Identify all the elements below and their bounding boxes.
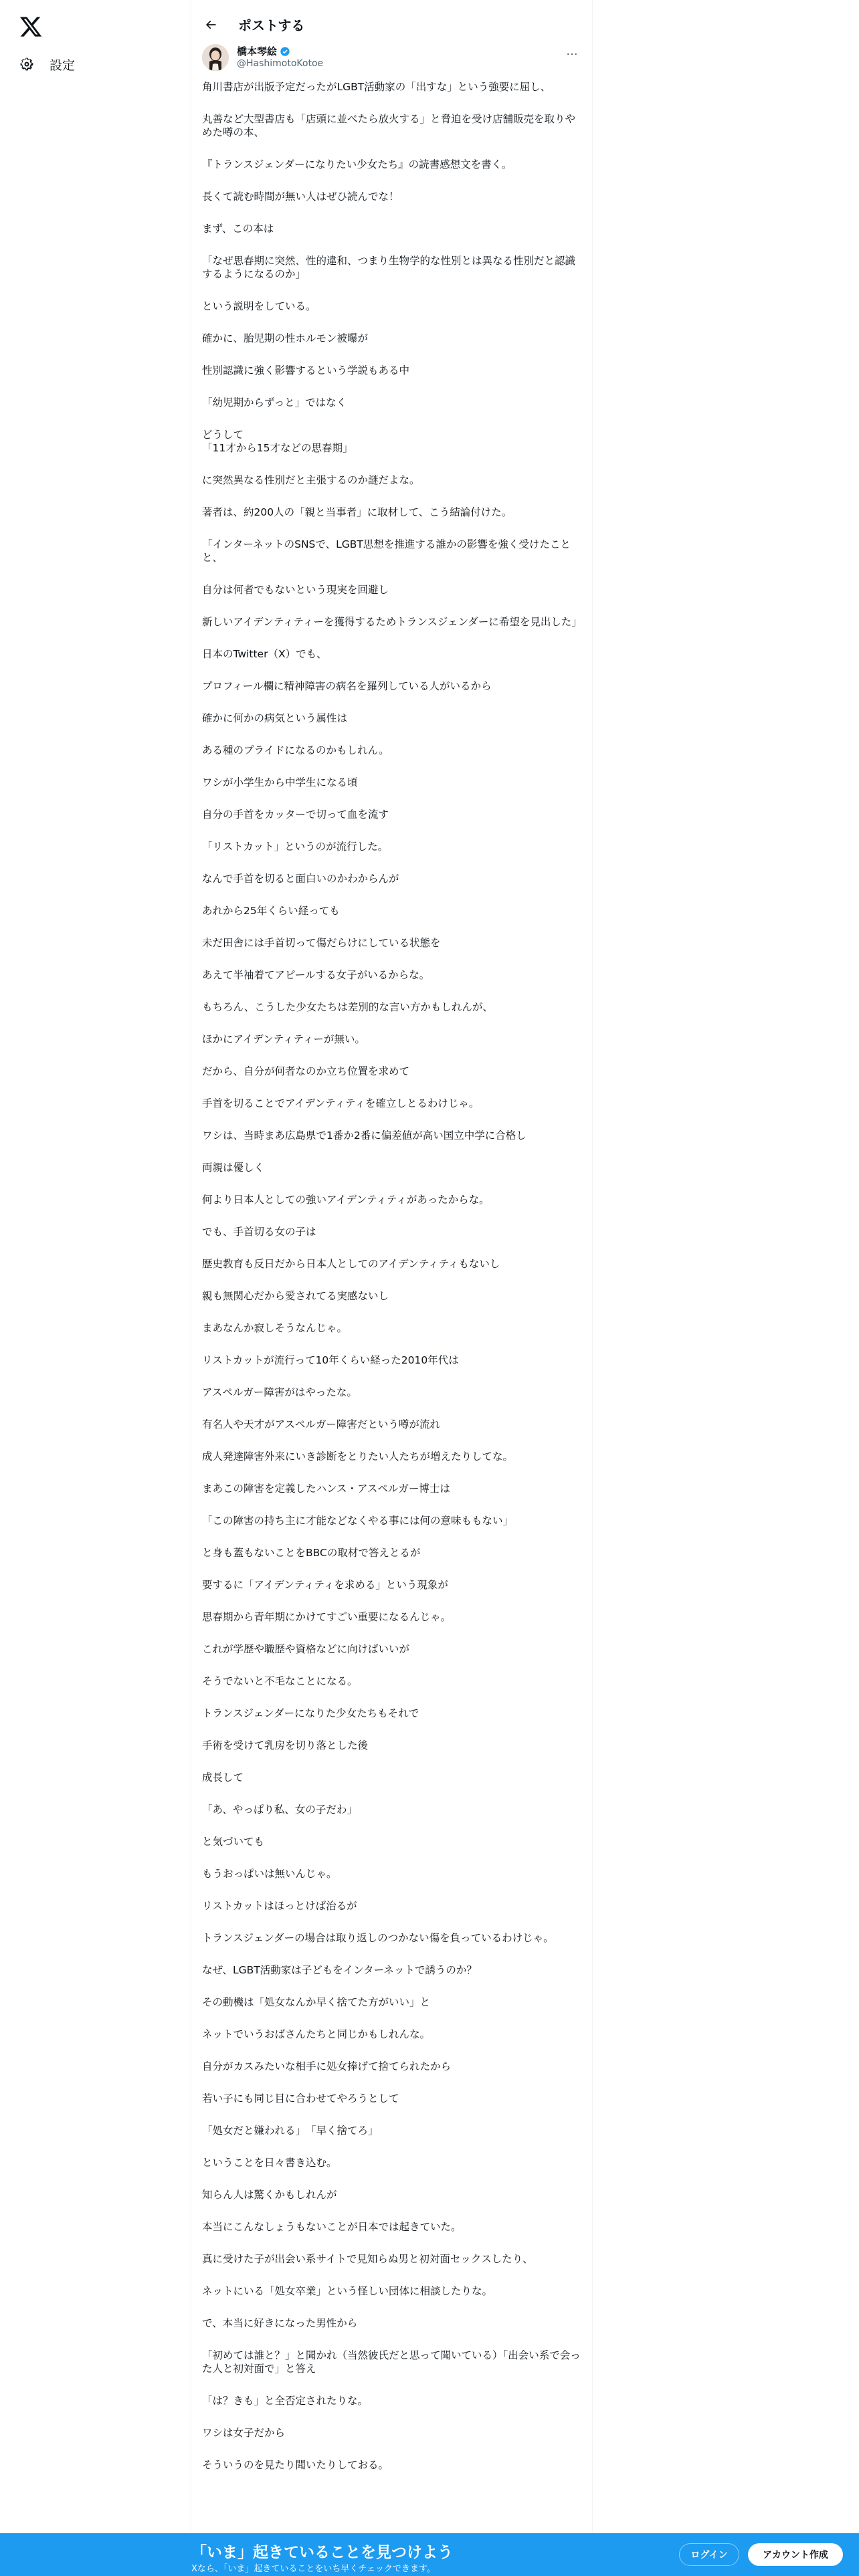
post-paragraph: ある種のプライドになるのかもしれん。 — [202, 744, 389, 756]
post-paragraph: 未だ田舎には手首切って傷だらけにしている状態を — [202, 937, 441, 949]
post-paragraph: もちろん、こうした少女たちは差別的な言い方かもしれんが、 — [202, 1001, 493, 1013]
main-column — [191, 0, 593, 2576]
post-paragraph: そうでないと不毛なことになる。 — [202, 1675, 358, 1687]
post-paragraph: 知らん人は驚くかもしれんが — [202, 2189, 337, 2201]
post-paragraph: リストカットはほっとけば治るが — [202, 1900, 357, 1912]
post-paragraph: ほかにアイデンティティーが無い。 — [202, 1033, 365, 1045]
post-paragraph: トランスジェンダーになりた少女たちもそれで — [202, 1707, 419, 1719]
post-paragraph: 「インターネットのSNSで、LGBT思想を推進する誰かの影響を強く受けたことと、 — [202, 538, 571, 564]
post-paragraph: これが学歴や職歴や資格などに向けばいいが — [202, 1643, 410, 1655]
post-paragraph: 確かに何かの病気という属性は — [202, 712, 348, 724]
post-paragraph: トランスジェンダーの場合は取り返しのつかない傷を負っているわけじゃ。 — [202, 1932, 554, 1944]
banner-title: 「いま」起きていることを見つけよう — [191, 2544, 453, 2561]
back-button[interactable] — [199, 13, 222, 36]
post-paragraph: 両親は優しく — [202, 1162, 265, 1174]
post-paragraph: 「なぜ思春期に突然、性的違和、つまり生物学的な性別とは異なる性別だと認識するようになるのか」 — [202, 255, 576, 280]
post-paragraph: 長くて読む時間が無い人はぜひ読んでな！ — [202, 191, 399, 203]
post-paragraph: 歴史教育も反日だから日本人としてのアイデンティティもないし — [202, 1258, 500, 1270]
signup-banner — [0, 2533, 859, 2576]
post-paragraph: なぜ、LGBT活動家は子どもをインターネットで誘うのか？ — [202, 1964, 477, 1976]
post-paragraph: 「リストカット」というのが流行した。 — [202, 841, 389, 853]
post-paragraph: 真に受けた子が出会い系サイトで見知らぬ男と初対面セックスしたり、 — [202, 2253, 533, 2265]
post-paragraph: プロフィール欄に精神障害の病名を羅列している人がいるから — [202, 680, 492, 692]
x-logo-icon[interactable] — [19, 15, 43, 39]
post-paragraph: 自分がカスみたいな相手に処女捧げて捨てられたから — [202, 2060, 452, 2072]
post-paragraph: そういうのを見たり聞いたりしておる。 — [202, 2459, 389, 2471]
post-paragraph: 要するに「アイデンティティを求める」という現象が — [202, 1579, 448, 1591]
login-button[interactable]: ログイン — [679, 2543, 739, 2566]
post-paragraph: 「あ、やっぱり私、女の子だわ」 — [202, 1804, 357, 1816]
post-paragraph: で、本当に好きになった男性から — [202, 2317, 358, 2329]
signup-button[interactable]: アカウント作成 — [748, 2543, 843, 2566]
post-paragraph: ワシは、当時まあ広島県で1番か2番に偏差値が高い国立中学に合格し — [202, 1130, 527, 1142]
post-paragraph: 『トランスジェンダーになりたい少女たち』の読書感想文を書く。 — [202, 158, 512, 171]
post-paragraph: ワシは女子だから — [202, 2427, 286, 2439]
page-title: ポストする — [238, 17, 305, 33]
author-name[interactable]: 橋本琴絵 — [237, 45, 278, 58]
left-navigation — [0, 0, 191, 2576]
post-paragraph: あえて半袖着てアピールする女子がいるからな。 — [202, 969, 430, 981]
verified-badge-icon — [280, 46, 290, 57]
post-paragraph: ネットでいうおばさんたちと同じかもしれんな。 — [202, 2028, 431, 2040]
post-paragraph: 手術を受けて乳房を切り落とした後 — [202, 1739, 369, 1751]
post-paragraph: 思春期から青年期にかけてすごい重要になるんじゃ。 — [202, 1611, 452, 1623]
more-dots-icon: ··· — [566, 47, 578, 62]
post-paragraph: 新しいアイデンティティーを獲得するためトランスジェンダーに希望を見出した」 — [202, 616, 582, 628]
post-paragraph: に突然異なる性別だと主張するのか謎だよな。 — [202, 474, 420, 486]
post-paragraph: あれから25年くらい経っても — [202, 905, 340, 917]
author-handle[interactable]: @HashimotoKotoe — [237, 58, 324, 69]
post-paragraph: リストカットが流行って10年くらい経った2010年代は — [202, 1354, 459, 1366]
post-paragraph: 成人発達障害外来にいき診断をとりたい人たちが増えたりしてな。 — [202, 1451, 514, 1463]
post-paragraph: 角川書店が出版予定だったがLGBT活動家の「出すな」という強要に屈し、 — [202, 81, 551, 93]
post-paragraph: 著者は、約200人の「親と当事者」に取材して、こう結論付けた。 — [202, 506, 512, 518]
post-paragraph: なんで手首を切ると面白いのかわからんが — [202, 873, 399, 885]
post-paragraph: ワシが小学生から中学生になる頃 — [202, 776, 358, 788]
post-paragraph: 「幼児期からずっと」ではなく — [202, 397, 347, 409]
banner-subtitle: Xなら、「いま」起きていることをいち早くチェックできます。 — [191, 2564, 436, 2574]
post-paragraph: 「は？きも」と全否定されたりな。 — [202, 2395, 369, 2407]
post-paragraph: もうおっぱいは無いんじゃ。 — [202, 1868, 337, 1880]
post-paragraph: と身も蓋もないことをBBCの取材で答えとるが — [202, 1547, 421, 1559]
post-text — [202, 80, 583, 2490]
post-paragraph: 自分の手首をカッターで切って血を流す — [202, 809, 389, 821]
post-paragraph: 「初めては誰と？」と聞かれ（当然彼氏だと思って聞いている）「出会い系で会った人と初対面で」と答え — [202, 2349, 581, 2375]
post-paragraph: まあなんか寂しそうなんじゃ。 — [202, 1322, 348, 1334]
post-paragraph: 本当にこんなしょうもないことが日本では起きていた。 — [202, 2221, 462, 2233]
post-paragraph: まず、この本は — [202, 223, 274, 235]
post-paragraph: 手首を切ることでアイデンティティを確立しとるわけじゃ。 — [202, 1097, 480, 1109]
post-paragraph: 親も無関心だから愛されてる実感ないし — [202, 1290, 389, 1302]
post-paragraph: 丸善など大型書店も「店頭に並べたら放火する」と脅迫を受け店舗販売を取りやめた噂の本、 — [202, 113, 576, 138]
avatar[interactable] — [202, 44, 229, 71]
post-paragraph: ということを日々書き込む。 — [202, 2157, 337, 2169]
post-paragraph: アスペルガー障害がはやったな。 — [202, 1386, 357, 1398]
post-paragraph: と気づいても — [202, 1836, 265, 1848]
gear-icon — [19, 56, 35, 72]
post-paragraph: 何より日本人としての強いアイデンティティがあったからな。 — [202, 1194, 490, 1206]
post-paragraph: 成長して — [202, 1772, 244, 1784]
settings-link[interactable] — [19, 51, 75, 78]
arrow-left-icon — [204, 18, 217, 31]
author-name-row[interactable] — [237, 44, 290, 58]
post-paragraph: 有名人や天才がアスペルガー障害だという噂が流れ — [202, 1418, 440, 1430]
post-author — [202, 44, 582, 76]
post-paragraph: という説明をしている。 — [202, 300, 316, 312]
post-paragraph: 性別認識に強く影響するという学説もある中 — [202, 364, 410, 377]
post-paragraph: だから、自分が何者なのか立ち位置を求めて — [202, 1065, 410, 1077]
post-paragraph: 自分は何者でもないという現実を回避し — [202, 584, 389, 596]
post-paragraph: どうして 「11才から15才などの思春期」 — [202, 429, 353, 454]
post-paragraph: 確かに、胎児期の性ホルモン被曝が — [202, 332, 369, 344]
post-paragraph: まあこの障害を定義したハンス・アスペルガー博士は — [202, 1483, 450, 1495]
settings-label: 設定 — [50, 58, 76, 73]
post-paragraph: でも、手首切る女の子は — [202, 1226, 316, 1238]
post-paragraph: 「処女だと嫌われる」 「早く捨てろ」 — [202, 2125, 379, 2137]
post-paragraph: その動機は「処女なんか早く捨てた方がいい」と — [202, 1996, 431, 2008]
post-paragraph: 若い子にも同じ目に合わせてやろうとして — [202, 2092, 399, 2105]
post-paragraph: 「この障害の持ち主に才能などなくやる事には何の意味ももない」 — [202, 1515, 514, 1527]
header-bar — [191, 0, 592, 48]
more-options-button[interactable] — [562, 44, 582, 64]
post-paragraph: 日本のTwitter（X）でも、 — [202, 648, 327, 660]
post-paragraph: ネットにいる「処女卒業」という怪しい団体に相談したりな。 — [202, 2285, 493, 2297]
